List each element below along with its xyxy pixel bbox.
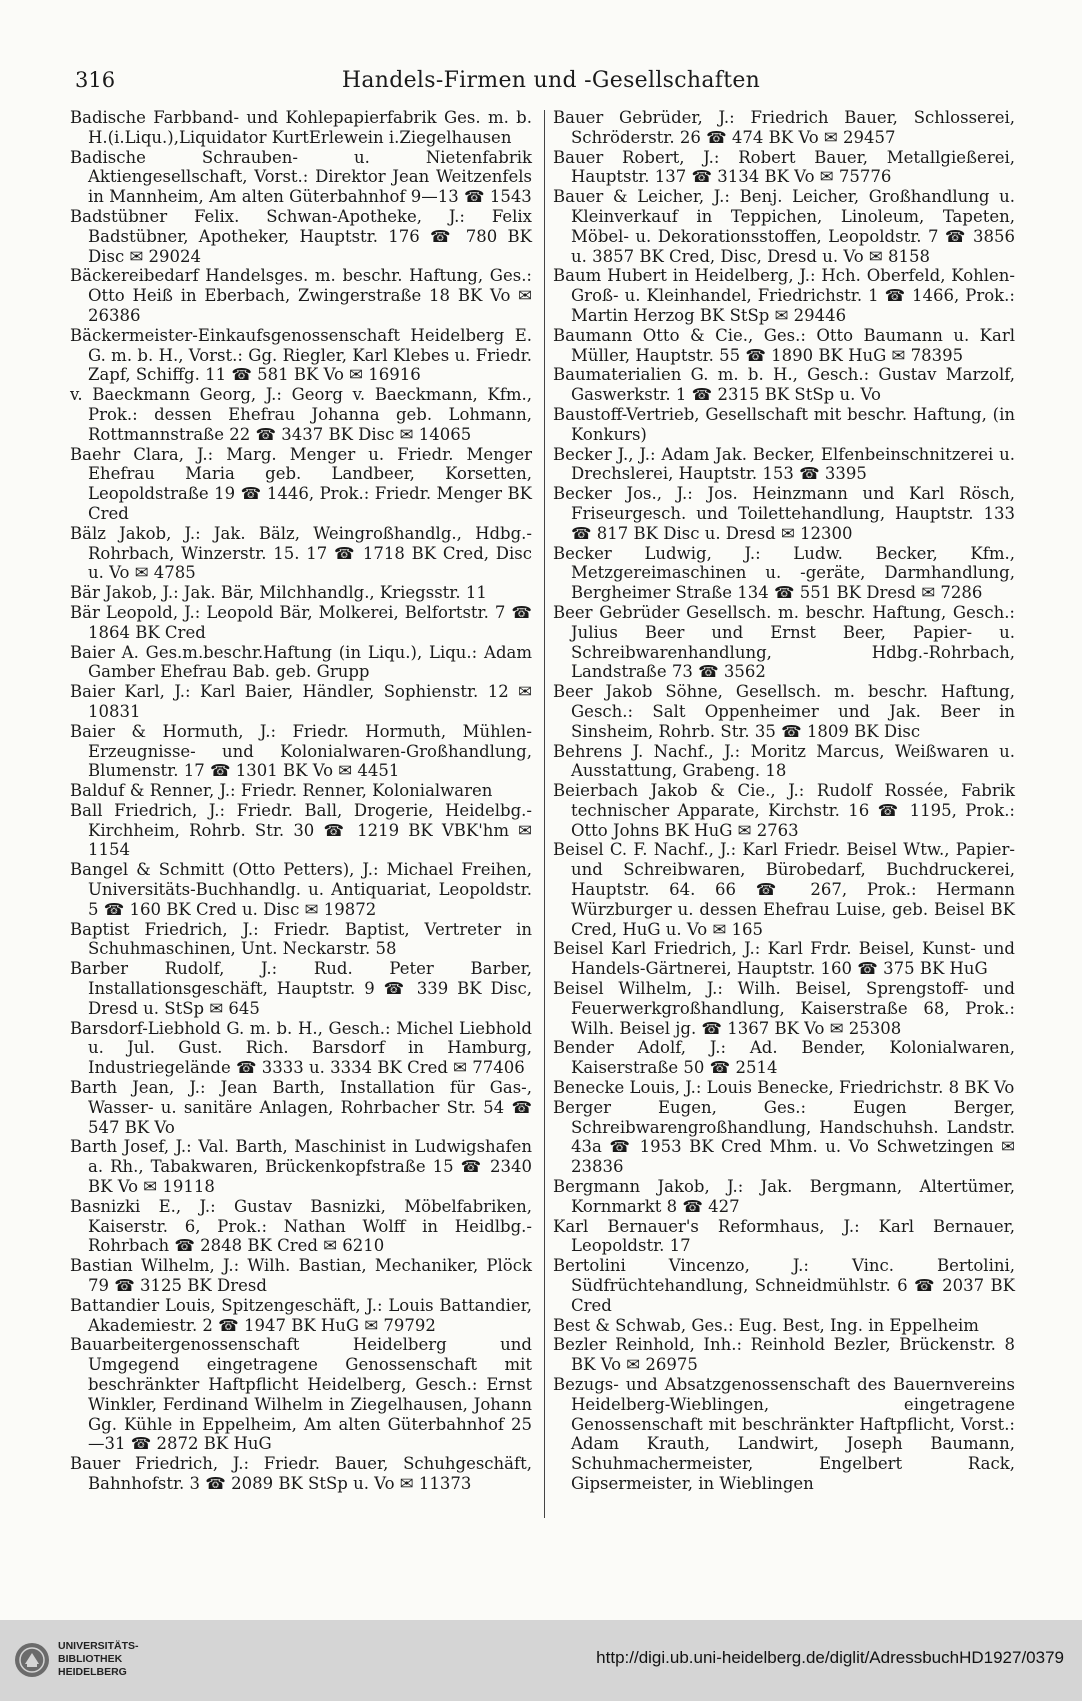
directory-entry: Bezler Reinhold, Inh.: Reinhold Bezler, Brückenstr. 8 BK Vo ✉ 26975	[553, 1335, 1015, 1375]
directory-entry: Behrens J. Nachf., J.: Moritz Marcus, Weißwaren u. Ausstattung, Grabeng. 18	[553, 741, 1015, 781]
directory-entry: Bauarbeitergenossenschaft Heidelberg und Umgegend eingetragene Genossenschaft mit beschränkter Haftpflicht Heidelberg, Gesch.: Ernst Winkler, Ferdinand Wilhelm in Ziegelhausen, Johann Gg. Kühle in Eppelheim, Am alten Güterbahnhof 25—31 ☎ 2872 BK HuG	[70, 1335, 532, 1454]
directory-entry: Baptist Friedrich, J.: Friedr. Baptist, Vertreter in Schuhmaschinen, Unt. Neckarstr. 58	[70, 919, 532, 959]
directory-entry: Bangel & Schmitt (Otto Petters), J.: Michael Freihen, Universitäts-Buchhandlg. u. Antiquariat, Leopoldstr. 5 ☎ 160 BK Cred u. Disc ✉ 19872	[70, 860, 532, 919]
directory-entry: Bastian Wilhelm, J.: Wilh. Bastian, Mechaniker, Plöck 79 ☎ 3125 BK Dresd	[70, 1256, 532, 1296]
library-seal-icon	[14, 1642, 50, 1678]
permalink-url[interactable]: http://digi.ub.uni-heidelberg.de/diglit/AdressbuchHD1927/0379	[596, 1648, 1064, 1667]
page-header	[70, 68, 1032, 102]
directory-entry: Baustoff-Vertrieb, Gesellschaft mit beschr. Haftung, (in Konkurs)	[553, 404, 1015, 444]
directory-entry: Barth Jean, J.: Jean Barth, Installation für Gas-, Wasser- u. sanitäre Anlagen, Rohrbacher Str. 54 ☎ 547 BK Vo	[70, 1078, 532, 1137]
directory-entry: Barth Josef, J.: Val. Barth, Maschinist in Ludwigshafen a. Rh., Tabakwaren, Brückenkopfstraße 15 ☎ 2340 BK Vo ✉ 19118	[70, 1137, 532, 1197]
library-name-line1: UNIVERSITÄTS-	[58, 1640, 139, 1652]
directory-entry: Bälz Jakob, J.: Jak. Bälz, Weingroßhandlg., Hdbg.-Rohrbach, Winzerstr. 15. 17 ☎ 1718 BK Cred, Disc u. Vo ✉ 4785	[70, 523, 532, 583]
directory-entry: Baumann Otto & Cie., Ges.: Otto Baumann u. Karl Müller, Hauptstr. 55 ☎ 1890 BK HuG ✉ 78395	[553, 325, 1015, 365]
directory-entry: Becker J., J.: Adam Jak. Becker, Elfenbeinschnitzerei u. Drechslerei, Hauptstr. 153 ☎ 3395	[553, 444, 1015, 484]
directory-entry: Barber Rudolf, J.: Rud. Peter Barber, Installationsgeschäft, Hauptstr. 9 ☎ 339 BK Disc, Dresd u. StSp ✉ 645	[70, 959, 532, 1018]
directory-entry: Bäckereibedarf Handelsges. m. beschr. Haftung, Ges.: Otto Heiß in Eberbach, Zwingerstraße 18 BK Vo ✉ 26386	[70, 266, 532, 325]
directory-entry: Bäckermeister-Einkaufsgenossenschaft Heidelberg E. G. m. b. H., Vorst.: Gg. Riegler, Karl Klebes u. Friedr. Zapf, Schiffg. 11 ☎ 581 BK Vo ✉ 16916	[70, 325, 532, 385]
directory-entry: Bergmann Jakob, J.: Jak. Bergmann, Altertümer, Kornmarkt 8 ☎ 427	[553, 1177, 1015, 1216]
right-column	[553, 108, 1015, 1494]
left-column	[70, 108, 532, 1494]
directory-entry: Battandier Louis, Spitzengeschäft, J.: Louis Battandier, Akademiestr. 2 ☎ 1947 BK HuG ✉ 79792	[70, 1295, 532, 1335]
directory-entry: Basnizki E., J.: Gustav Basnizki, Möbelfabriken, Kaiserstr. 6, Prok.: Nathan Wolff in Heidlbg.-Rohrbach ☎ 2848 BK Cred ✉ 6210	[70, 1196, 532, 1256]
directory-entry: Bertolini Vincenzo, J.: Vinc. Bertolini, Südfrüchtehandlung, Schneidmühlstr. 6 ☎ 2037 BK Cred	[553, 1256, 1015, 1315]
directory-entry: Beisel Karl Friedrich, J.: Karl Frdr. Beisel, Kunst- und Handels-Gärtnerei, Hauptstr. 160 ☎ 375 BK HuG	[553, 939, 1015, 979]
directory-entry: Bauer & Leicher, J.: Benj. Leicher, Großhandlung u. Kleinverkauf in Teppichen, Linoleum, Tapeten, Möbel- u. Dekorationsstoffen, Leopoldstr. 7 ☎ 3856 u. 3857 BK Cred, Disc, Dresd u. Vo ✉ 8158	[553, 187, 1015, 266]
directory-entry: Baier Karl, J.: Karl Baier, Händler, Sophienstr. 12 ✉ 10831	[70, 682, 532, 721]
viewer-footer	[0, 1620, 1082, 1701]
directory-entry: Bauer Friedrich, J.: Friedr. Bauer, Schuhgeschäft, Bahnhofstr. 3 ☎ 2089 BK StSp u. Vo ✉ 11373	[70, 1454, 532, 1493]
directory-entry: Baehr Clara, J.: Marg. Menger u. Friedr. Menger Ehefrau Maria geb. Landbeer, Korsetten, Leopoldstraße 19 ☎ 1446, Prok.: Friedr. Menger BK Cred	[70, 444, 532, 523]
directory-entry: Beierbach Jakob & Cie., J.: Rudolf Rossée, Fabrik technischer Apparate, Kirchstr. 16 ☎ 1195, Prok.: Otto Johns BK HuG ✉ 2763	[553, 781, 1015, 840]
directory-entry: Baumaterialien G. m. b. H., Gesch.: Gustav Marzolf, Gaswerkstr. 1 ☎ 2315 BK StSp u. Vo	[553, 365, 1015, 405]
directory-entry: Becker Jos., J.: Jos. Heinzmann und Karl Rösch, Friseurgesch. und Toilettehandlung, Hauptstr. 133 ☎ 817 BK Disc u. Dresd ✉ 12300	[553, 484, 1015, 543]
directory-entry: Badische Schrauben- u. Nietenfabrik Aktiengesellschaft, Vorst.: Direktor Jean Weitzenfels in Mannheim, Am alten Güterbahnhof 9—13 ☎ 1543	[70, 147, 532, 207]
library-name-line3: HEIDELBERG	[58, 1666, 127, 1678]
directory-entry: Berger Eugen, Ges.: Eugen Berger, Schreibwarengroßhandlung, Handschuhsh. Landstr. 43a ☎ 1953 BK Cred Mhm. u. Vo Schwetzingen ✉ 23836	[553, 1097, 1015, 1177]
directory-entry: v. Baeckmann Georg, J.: Georg v. Baeckmann, Kfm., Prok.: dessen Ehefrau Johanna geb. Lohmann, Rottmannstraße 22 ☎ 3437 BK Disc ✉ 14065	[70, 385, 532, 444]
column-divider	[544, 110, 545, 1518]
directory-entry: Bär Jakob, J.: Jak. Bär, Milchhandlg., Kriegsstr. 11	[70, 583, 487, 603]
directory-entry: Baier & Hormuth, J.: Friedr. Hormuth, Mühlen-Erzeugnisse- und Kolonialwaren-Großhandlung, Blumenstr. 17 ☎ 1301 BK Vo ✉ 4451	[70, 721, 532, 781]
library-name-line2: BIBLIOTHEK	[58, 1653, 123, 1665]
directory-entry: Badische Farbband- und Kohlepapierfabrik Ges. m. b. H.(i.Liqu.),Liquidator KurtErlewein i.Ziegelhausen	[70, 108, 532, 147]
directory-entry: Karl Bernauer's Reformhaus, J.: Karl Bernauer, Leopoldstr. 17	[553, 1216, 1015, 1256]
library-logo[interactable]	[14, 1636, 174, 1686]
directory-entry: Ball Friedrich, J.: Friedr. Ball, Drogerie, Heidelbg.-Kirchheim, Rohrb. Str. 30 ☎ 1219 BK VBK'hm ✉ 1154	[70, 800, 532, 860]
directory-entry: Beer Jakob Söhne, Gesellsch. m. beschr. Haftung, Gesch.: Salt Oppenheimer und Jak. Beer in Sinsheim, Rohrb. Str. 35 ☎ 1809 BK Disc	[553, 682, 1015, 741]
directory-entry: Barsdorf-Liebhold G. m. b. H., Gesch.: Michel Liebhold u. Jul. Gust. Rich. Barsdorf in Hamburg, Industriegelände ☎ 3333 u. 3334 BK Cred ✉ 77406	[70, 1018, 532, 1078]
directory-entry: Bär Leopold, J.: Leopold Bär, Molkerei, Belfortstr. 7 ☎ 1864 BK Cred	[70, 602, 532, 642]
directory-entry: Bauer Gebrüder, J.: Friedrich Bauer, Schlosserei, Schröderstr. 26 ☎ 474 BK Vo ✉ 29457	[553, 108, 1015, 147]
directory-entry: Beisel C. F. Nachf., J.: Karl Friedr. Beisel Wtw., Papier- und Schreibwaren, Bürobedarf, Buchdruckerei, Hauptstr. 64. 66 ☎ 267, Prok.: Hermann Würzburger u. dessen Ehefrau Luise, geb. Beisel BK Cred, HuG u. Vo ✉ 165	[553, 840, 1015, 939]
directory-entry: Beisel Wilhelm, J.: Wilh. Beisel, Sprengstoff- und Feuerwerkgroßhandlung, Kaiserstraße 68, Prok.: Wilh. Beisel jg. ☎ 1367 BK Vo ✉ 25308	[553, 979, 1015, 1038]
directory-entry: Bender Adolf, J.: Ad. Bender, Kolonialwaren, Kaiserstraße 50 ☎ 2514	[553, 1038, 1015, 1078]
directory-entry: Beer Gebrüder Gesellsch. m. beschr. Haftung, Gesch.: Julius Beer und Ernst Beer, Papier- u. Schreibwarenhandlung, Hdbg.-Rohrbach, Landstraße 73 ☎ 3562	[553, 602, 1015, 682]
directory-entry: Becker Ludwig, J.: Ludw. Becker, Kfm., Metzgereimaschinen u. -geräte, Darmhandlung, Bergheimer Straße 134 ☎ 551 BK Dresd ✉ 7286	[553, 543, 1015, 603]
directory-entry: Baum Hubert in Heidelberg, J.: Hch. Oberfeld, Kohlen-Groß- u. Kleinhandel, Friedrichstr. 1 ☎ 1466, Prok.: Martin Herzog BK StSp ✉ 29446	[553, 266, 1015, 325]
running-title: Handels-Firmen und -Gesellschaften	[341, 68, 761, 93]
directory-entry: Best & Schwab, Ges.: Eug. Best, Ing. in Eppelheim	[553, 1315, 979, 1335]
directory-entry: Bauer Robert, J.: Robert Bauer, Metallgießerei, Hauptstr. 137 ☎ 3134 BK Vo ✉ 75776	[553, 147, 1015, 187]
library-name	[58, 1640, 139, 1679]
directory-entry: Badstübner Felix. Schwan-Apotheke, J.: Felix Badstübner, Apotheker, Hauptstr. 176 ☎ 780 BK Disc ✉ 29024	[70, 206, 532, 266]
directory-entry: Balduf & Renner, J.: Friedr. Renner, Kolonialwaren	[70, 781, 493, 801]
page-number: 316	[75, 68, 116, 92]
directory-entry: Bezugs- und Absatzgenossenschaft des Bauernvereins Heidelberg-Wieblingen, eingetragene Genossenschaft mit beschränkter Haftpflicht, Vorst.: Adam Krauth, Landwirt, Joseph Baumann, Schuhmachermeister, Engelbert Rack, Gipsermeister, in Wieblingen	[553, 1375, 1015, 1493]
directory-entry: Baier A. Ges.m.beschr.Haftung (in Liqu.), Liqu.: Adam Gamber Ehefrau Bab. geb. Grupp	[70, 642, 532, 682]
directory-entry: Benecke Louis, J.: Louis Benecke, Friedrichstr. 8 BK Vo	[553, 1078, 1015, 1098]
